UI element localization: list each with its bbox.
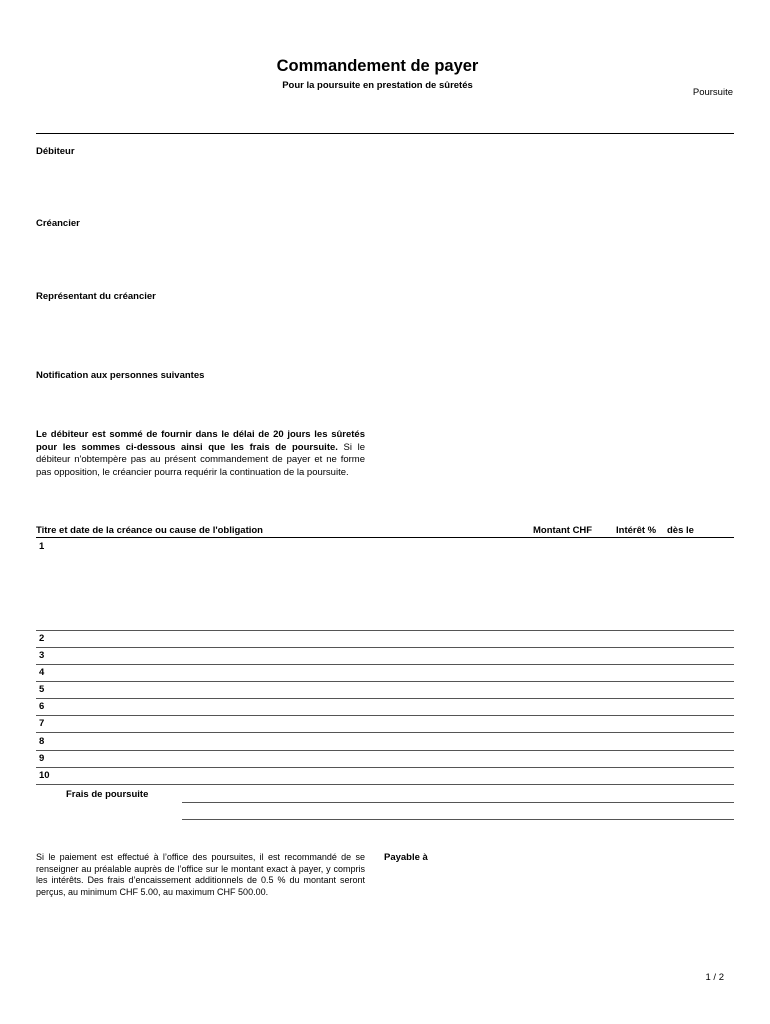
col-header-amount: Montant CHF (533, 525, 593, 536)
payable-label: Payable à (384, 852, 428, 863)
row-divider (36, 715, 734, 716)
frais-label: Frais de poursuite (66, 789, 149, 800)
row-divider (36, 784, 734, 785)
table-row-number: 9 (39, 753, 45, 764)
payment-note: Si le paiement est effectué à l’office des poursuites, il est recommandé de se renseigner au préalable auprès de l’office sur le montant exact à payer, y compris les intérêts. Des frais d’encaissement additionnels de 0.5 % du montant seront perçus, au minimum CHF 5.00, au maximum CHF 500.00. (36, 852, 365, 897)
row-divider (36, 647, 734, 648)
col-header-since: dès le (667, 525, 694, 536)
notification-label: Notification aux personnes suivantes (36, 370, 205, 381)
table-row-number: 7 (39, 718, 45, 729)
creancier-label: Créancier (36, 218, 80, 229)
document-title: Commandement de payer (276, 57, 479, 75)
frais-line (182, 819, 734, 820)
col-header-title: Titre et date de la créance ou cause de l'obligation (36, 525, 263, 536)
summons-normal-text: Si le débiteur n'obtempère pas au présent commandement de payer et ne forme pas opposition, le créancier pourra requérir la continuation de la poursuite. (36, 441, 365, 478)
table-header-divider (36, 537, 734, 538)
row-divider (36, 630, 734, 631)
frais-line (182, 802, 734, 803)
col-header-interest: Intérêt % (616, 525, 657, 536)
header-divider (36, 133, 734, 134)
table-row-number: 4 (39, 667, 45, 678)
row-divider (36, 664, 734, 665)
row-divider (36, 681, 734, 682)
table-row-number: 5 (39, 684, 45, 695)
table-row-number: 10 (39, 770, 50, 781)
summons-paragraph (36, 429, 365, 479)
table-row-number: 3 (39, 650, 45, 661)
row-divider (36, 767, 734, 768)
poursuite-label: Poursuite (692, 87, 733, 98)
page-number: 1 / 2 (705, 972, 724, 983)
summons-bold-text: Le débiteur est sommé de fournir dans le délai de 20 jours les sûretés pour les sommes ci-dessous ainsi que les frais de poursuite. (36, 429, 365, 453)
table-row-number: 8 (39, 736, 45, 747)
table-row-number: 6 (39, 701, 45, 712)
debiteur-label: Débiteur (36, 146, 75, 157)
document-subtitle: Pour la poursuite en prestation de sûretés (282, 80, 473, 91)
row-divider (36, 698, 734, 699)
row-divider (36, 750, 734, 751)
table-row-number: 1 (39, 541, 45, 552)
row-divider (36, 732, 734, 733)
representant-label: Représentant du créancier (36, 291, 156, 302)
table-row-number: 2 (39, 633, 45, 644)
